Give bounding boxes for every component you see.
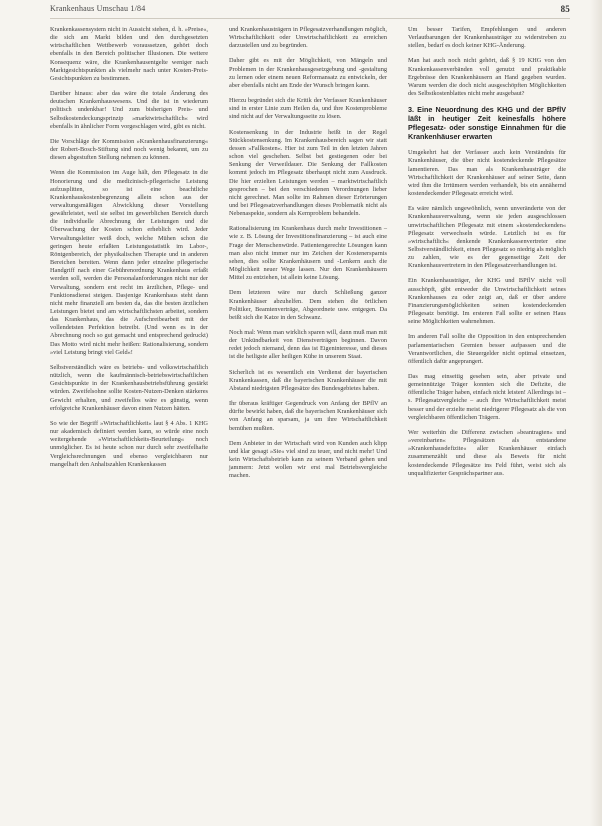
paragraph: Ihr überaus kräftiger Gegendruck von Anfang der BPflV an dürfte bewirkt haben, daß die bayerischen Krankenhäuser sich von Anfang an sparsam, ja um ihre Wirtschaftlichkeit bemühen mußten. <box>229 400 387 432</box>
paragraph: Darüber hinaus: aber das wäre die totale Änderung des deutschen Krankenhauswesens. Und die ist in wiederum politisch undenkbar! Und zum bisherigen Preis- und Selbstkostendeckungsprinzip »marktwirtschaftlich« wird ebenfalls in ähnlicher Form vorgeschlagen wird, gibt es nicht. <box>50 90 208 130</box>
paragraph: Sicherlich ist es wesentlich ein Verdienst der bayerischen Krankenkassen, daß die bayerischen Krankenhäuser die mit Abstand niedrigsten Pflegesätze des Bundesgebietes haben. <box>229 368 387 392</box>
paragraph: Dem Anbieter in der Wirtschaft wird von Kunden auch klipp und klar gesagt »Sie« viel sind zu teuer, und nicht mehr! Und kein Wirtschaftsbetrieb kann zu seinem Verband gehen und jammern: Jetzt wollen wir erst mal Betriebsvergleiche machen. <box>229 439 387 480</box>
paragraph: Rationalisierung im Krankenhaus durch mehr Investitionen – wie z. B. Lösung der Investitionsfinanzierung – ist auch eine Frage der Menschenwürde. Patientengerechte Lösungen kann man also nicht immer nur im Zeichen der Kostenersparnis sehen, dies sollte Krankenhäusern und -Lenkern auch die Möglichkeit neuer Wege lassen. Nur den Krankenhäusern Mittel zu entziehen, ist allein keine Lösung. <box>229 225 387 282</box>
paragraph: Wer weiterhin die Differenz zwischen »beantragten« und »vereinbarten« Pflegesätzen als entstandene »Krankenhausdefizite« aller Krankenhäuser einfach zusammenzählt und diese als Beweis für nicht kostendeckende Pflegesätze ins Feld führt, weist sich als unqualifizierter Gesprächspartner aus. <box>408 428 566 477</box>
paragraph: Umgekehrt hat der Verfasser auch kein Verständnis für Krankenhäuser, die über nicht kostendeckende Pflegesätze lamentieren. Das man als Krankenhausträger die Wirtschaftlichkeit der Krankenhäuser auf seiner Seite, dann wird ihm die Irrtümern werden verhandelt, bis ein annähernd kostendeckender Pflegesatz erreicht wird. <box>408 149 566 198</box>
paragraph: Noch mal: Wenn man wirklich sparen will, dann muß man mit der Unkündbarkeit von Dienstverträgen beginnen. Davon redet jedoch niemand, denn das ist Eigeninteresse, und dieses ist die heiligste aller heiligen Kühe in unserem Staat. <box>229 329 387 361</box>
page-edge-shadow <box>590 0 602 826</box>
paragraph: Selbstverständlich wäre es betriebs- und volkswirtschaftlich nützlich, wenn die kaufmännisch-betriebswirtschaftlichen Gesichtspunkte in der Krankenhausbetriebsführung gestärkt würden. Zweifelsohne sollte Kosten-Nutzen-Denken stärkeres Gewicht erhalten, und zweifellos wäre es günstig, wenn erfolgreiche Krankenhäuser davon einen Nutzen hätten. <box>50 363 208 412</box>
paragraph: und Krankenhausträgern in Pflegesatzverhandlungen möglich, Wirtschaftlichkeit oder Unwirtschaftlichkeit zu erreichen darzustellen und zu begründen. <box>229 26 387 50</box>
paragraph: Dem letzteren wäre nur durch Schließung ganzer Krankenhäuser abzuhelfen. Dem stehen die örtlichen Politiker, Beamtenverträge, Abgeordnete usw. entgegen. Da beißt sich die Katze in den Schwanz. <box>229 289 387 321</box>
paragraph: Das mag einseitig gesehen sein, aber private und gemeinnützige Träger konnten sich die Defizite, die öffentliche Träger haben, einfach nicht leisten! Allerdings ist – s. Pflegesatzvergleiche – auch ihre Wirtschaftlichkeit meist besser und der erzielte meist niedrigerer Pflegesatz als die von vergleichbaren öffentlichen Trägern. <box>408 373 566 421</box>
section-heading: 3. Eine Neuordnung des KHG und der BPflV läßt in heutiger Zeit keinesfalls höhere Pflegesatz- oder sonstige Einnahmen für die Krankenhäuser erwarten <box>408 105 566 142</box>
paragraph: Krankenkassensystem nicht in Aussicht stehen, d. h. »Preise«, die sich am Markt bilden und den durchgesetzten wirtschaftlichen Wettbewerb voraussetzen, gehört doch ebenfalls in den Bereich politischer Illusionen. Die weitere Konsequenz wäre, die Krankenhausentgelte weniger nach Marktgesichtspunkten als vielmehr nach unter Kosten-Preis-Gesichtspunkten zu bestimmen. <box>50 26 208 82</box>
paragraph: Ein Krankenhausträger, der KHG und BPflV nicht voll ausschöpft, gibt entweder die Unwirtschaftlichkeit seines Krankenhauses zu oder zeigt an, daß er über andere Finanzierungsmöglichkeiten seinen kostendeckenden Pflegesatz benötigt. Im ersteren Fall sollte er seinen Haus seine Möglichkeiten wahrnehmen. <box>408 277 566 326</box>
paragraph: Die Vorschläge der Kommission »Krankenhausfinanzierung« der Robert-Bosch-Stiftung sind noch wenig bekannt, um zu diesen abgestuften Stellung nehmen zu können. <box>50 137 208 162</box>
paragraph: Wenn die Kommission im Auge hält, den Pflegesatz in die Honorierung und die medizinisch-pflegerische Leistung aufzusplitten, so ist eine beachtliche Krankenhauskostenbegrenzung allein schon aus der verwaltungsmäßigen Abwicklung dieser Vorstellung gewährleistet, weil sie selbst im gewerblichen Bereich durch die individuelle Abrechnung der Leistungen und die Überwachung der Kosten schon erheblich wird. Jeder Verwaltungsleiter weiß doch, welche Mühen schon die geringen heute erfaßten Leistungsstatistik im Labor-, Röntgenbereich, der physikalischen Therapie und in anderen Bereichen bereiten. Wenn dann jeder einzelne pflegerische Handgriff nach einer Gebührenordnung Krankenhaus erfaßt werden soll, werden die Personalanforderungen nicht nur der Verwaltung, sondern erst recht im ärztlichen, Pflege- und Funktionsdienst steigen. Dasjenige Krankenhaus steht dann nicht mehr finanziell am besten da, das die besten ärztlichen Leistungen bietet und am wirtschaftlichsten arbeitet, sondern das Krankenhaus, das die Aufschreibearbeit mit der vollendetsten Perfektion betreibt. (Und wenn es in der Abrechnung noch so gut gemacht und entsprechend gedruckt) Das Motto wird nicht mehr heißen: Rationalisierung, sondern »viel Leistung bringt viel Geld«! <box>50 169 208 356</box>
paragraph: Daher gibt es mit der Möglichkeit, von Mängeln und Problemen in der Krankenhausgesetzgebung und -gestaltung zu lernen oder einem neuen Reformansatz zu entwickeln, der aber ebenfalls nicht am Ende der Wunsch bringen kann. <box>229 57 387 89</box>
text-column-2 <box>229 26 387 488</box>
running-title: Krankenhaus Umschau 1/84 <box>50 4 146 13</box>
paragraph: Es wäre nämlich ungewöhnlich, wenn unveränderte von der Krankenhausverwaltung, wenn sie jeden ausgeschlossen unwirtschaftlichen Pflegesatz mit einem »kostendeckenden« Pflegesatz verwechseln würde. Letztlich ist es für »wirtschaftlich« denkende Krankenkassenvertreter eine Selbstverständlichkeit, einen Pflegesatz so niedrig als möglich zu zahlen, wie es der gegenseitige Zeit der Krankenhausvertretern in den Pflegesatzverhandlungen ist. <box>408 205 566 270</box>
paragraph: Hierzu begründet sich die Kritik der Verfasser Krankenhäuser sind in erster Linie zum Heilen da, und ihre Kostenprobleme sind nicht auf der Verwaltungsseite zu lösen. <box>229 97 387 121</box>
paragraph: So wie der Begriff »Wirtschaftlichkeit« laut § 4 Abs. 1 KHG nur akademisch definiert werden kann, so würde eine noch weitergehende »Wirtschaftlichkeits-Beurteilung« noch unmöglicher. Es ist heute schon nur durch sehr zweifelhafte Vergleichsrechnungen und ebenso vergleichbaren nur mangelhaft den Anhaltszahlen Krankenkassen <box>50 419 208 468</box>
page-header <box>50 4 570 19</box>
text-column-3 <box>408 26 566 485</box>
paragraph: Um besser Tarifen, Empfehlungen und anderen Verlautbarungen der Krankenhausträger zu widerstreben zu stellen, bedarf es doch keiner KHG-Änderung. <box>408 26 566 50</box>
paragraph: Man hat auch noch nicht gehört, daß § 19 KHG von den Krankenkassenverbänden voll genutzt und praktikable Ergebnisse den Krankenhäusern an Hand gegeben wurden. Warum werden die doch nicht ausgeschöpften Möglichkeiten des Selbstkostenblattes nicht mehr ausgebaut? <box>408 57 566 98</box>
paragraph: Im anderen Fall sollte die Opposition in den entsprechenden parlamentarischen Gremien besser aufpassen und die Verantwortlichen, die Steuergelder nicht optimal einsetzen, öffentlich dafür angeprangert. <box>408 333 566 365</box>
page-number: 85 <box>560 4 570 14</box>
paragraph: Kostensenkung in der Industrie heißt in der Regel Stückkostensenkung. Im Krankenhausbereich sagen wir statt dessen »Fallkosten«. Hier ist zum Teil in den letzten Jahren schon viel geschehen. Selbst bei gestiegenen oder bei Senkung der Verweildauer. Die Senkung der Fallkosten kommt jedoch im Pflegesatz überhaupt nicht zum Ausdruck. Die hier erzielten Leistungen werden – marktwirtschaftlich gesprochen – bei den verschiedenen Verordnungen lieber nicht gerechnet. Man sollte im Rahmen dieser Erörterungen und bei Pflegesatzverhandlungen dieses Problematik nicht als Nebenaspekte, sondern als Kernproblem behandeln. <box>229 128 387 218</box>
text-column-1 <box>50 26 208 476</box>
